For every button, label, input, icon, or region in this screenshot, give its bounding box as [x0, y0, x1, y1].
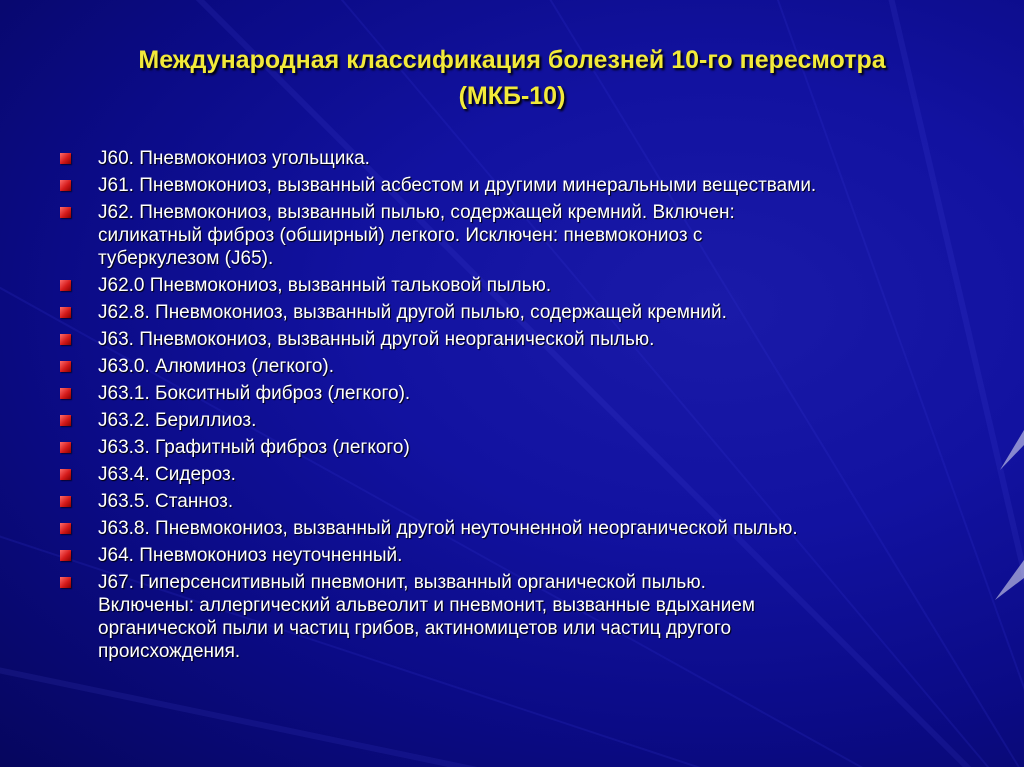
red-square-bullet-icon	[60, 469, 71, 480]
red-square-bullet-icon	[60, 442, 71, 453]
red-square-bullet-icon	[60, 415, 71, 426]
red-square-bullet-icon	[60, 361, 71, 372]
list-item-text: J63.5. Станноз.	[98, 491, 234, 512]
list-item-text: J67. Гиперсенситивный пневмонит, вызванный органической пылью.	[98, 572, 706, 593]
red-square-bullet-icon	[60, 207, 71, 218]
red-square-bullet-icon	[60, 307, 71, 318]
red-square-bullet-icon	[60, 153, 71, 164]
list-item	[58, 355, 1008, 378]
slide-title-line-1: Международная классификация болезней 10-го пересмотра	[138, 46, 886, 74]
list-item	[58, 571, 1008, 663]
red-square-bullet-icon	[60, 388, 71, 399]
list-item-text: J62.8. Пневмокониоз, вызванный другой пылью, содержащей кремний.	[98, 302, 727, 323]
slide-title-line-2: (МКБ-10)	[458, 82, 566, 110]
list-item-text: J63. Пневмокониоз, вызванный другой неорганической пылью.	[98, 329, 655, 350]
list-item	[58, 174, 1008, 197]
red-square-bullet-icon	[60, 550, 71, 561]
list-item	[58, 147, 1008, 170]
list-item	[58, 201, 1008, 270]
list-item	[58, 517, 1008, 540]
list-item-text: Включены: аллергический альвеолит и пневмонит, вызванные вдыханием	[98, 595, 755, 616]
red-square-bullet-icon	[60, 180, 71, 191]
list-item	[58, 328, 1008, 351]
red-square-bullet-icon	[60, 523, 71, 534]
bullet-list	[58, 147, 1008, 667]
list-item-text: силикатный фиброз (обширный) легкого. Исключен: пневмокониоз с	[98, 225, 703, 246]
red-square-bullet-icon	[60, 496, 71, 507]
list-item	[58, 490, 1008, 513]
list-item-text: органической пыли и частиц грибов, актиномицетов или частиц другого	[98, 618, 732, 639]
list-item-text: J62. Пневмокониоз, вызванный пылью, содержащей кремний. Включен:	[98, 202, 735, 223]
list-item	[58, 409, 1008, 432]
list-item	[58, 463, 1008, 486]
slide-title	[0, 42, 1024, 114]
red-square-bullet-icon	[60, 334, 71, 345]
list-item-text: J63.4. Сидероз.	[98, 464, 236, 485]
list-item-text: J62.0 Пневмокониоз, вызванный тальковой пылью.	[98, 275, 552, 296]
list-item-text: J60. Пневмокониоз угольщика.	[98, 148, 370, 169]
list-item	[58, 274, 1008, 297]
list-item	[58, 382, 1008, 405]
list-item-text: J63.0. Алюминоз (легкого).	[98, 356, 335, 377]
list-item-text: J61. Пневмокониоз, вызванный асбестом и другими минеральными веществами.	[98, 175, 817, 196]
list-item	[58, 301, 1008, 324]
list-item-text: туберкулезом (J65).	[98, 248, 274, 269]
red-square-bullet-icon	[60, 280, 71, 291]
list-item-text: J63.3. Графитный фиброз (легкого)	[98, 437, 410, 458]
list-item	[58, 544, 1008, 567]
list-item-text: J63.1. Бокситный фиброз (легкого).	[98, 383, 411, 404]
red-square-bullet-icon	[60, 577, 71, 588]
list-item-text: J63.2. Бериллиоз.	[98, 410, 257, 431]
list-item-text: J63.8. Пневмокониоз, вызванный другой неуточненной неорганической пылью.	[98, 518, 798, 539]
list-item	[58, 436, 1008, 459]
list-item-text: происхождения.	[98, 641, 241, 662]
list-item-text: J64. Пневмокониоз неуточненный.	[98, 545, 403, 566]
